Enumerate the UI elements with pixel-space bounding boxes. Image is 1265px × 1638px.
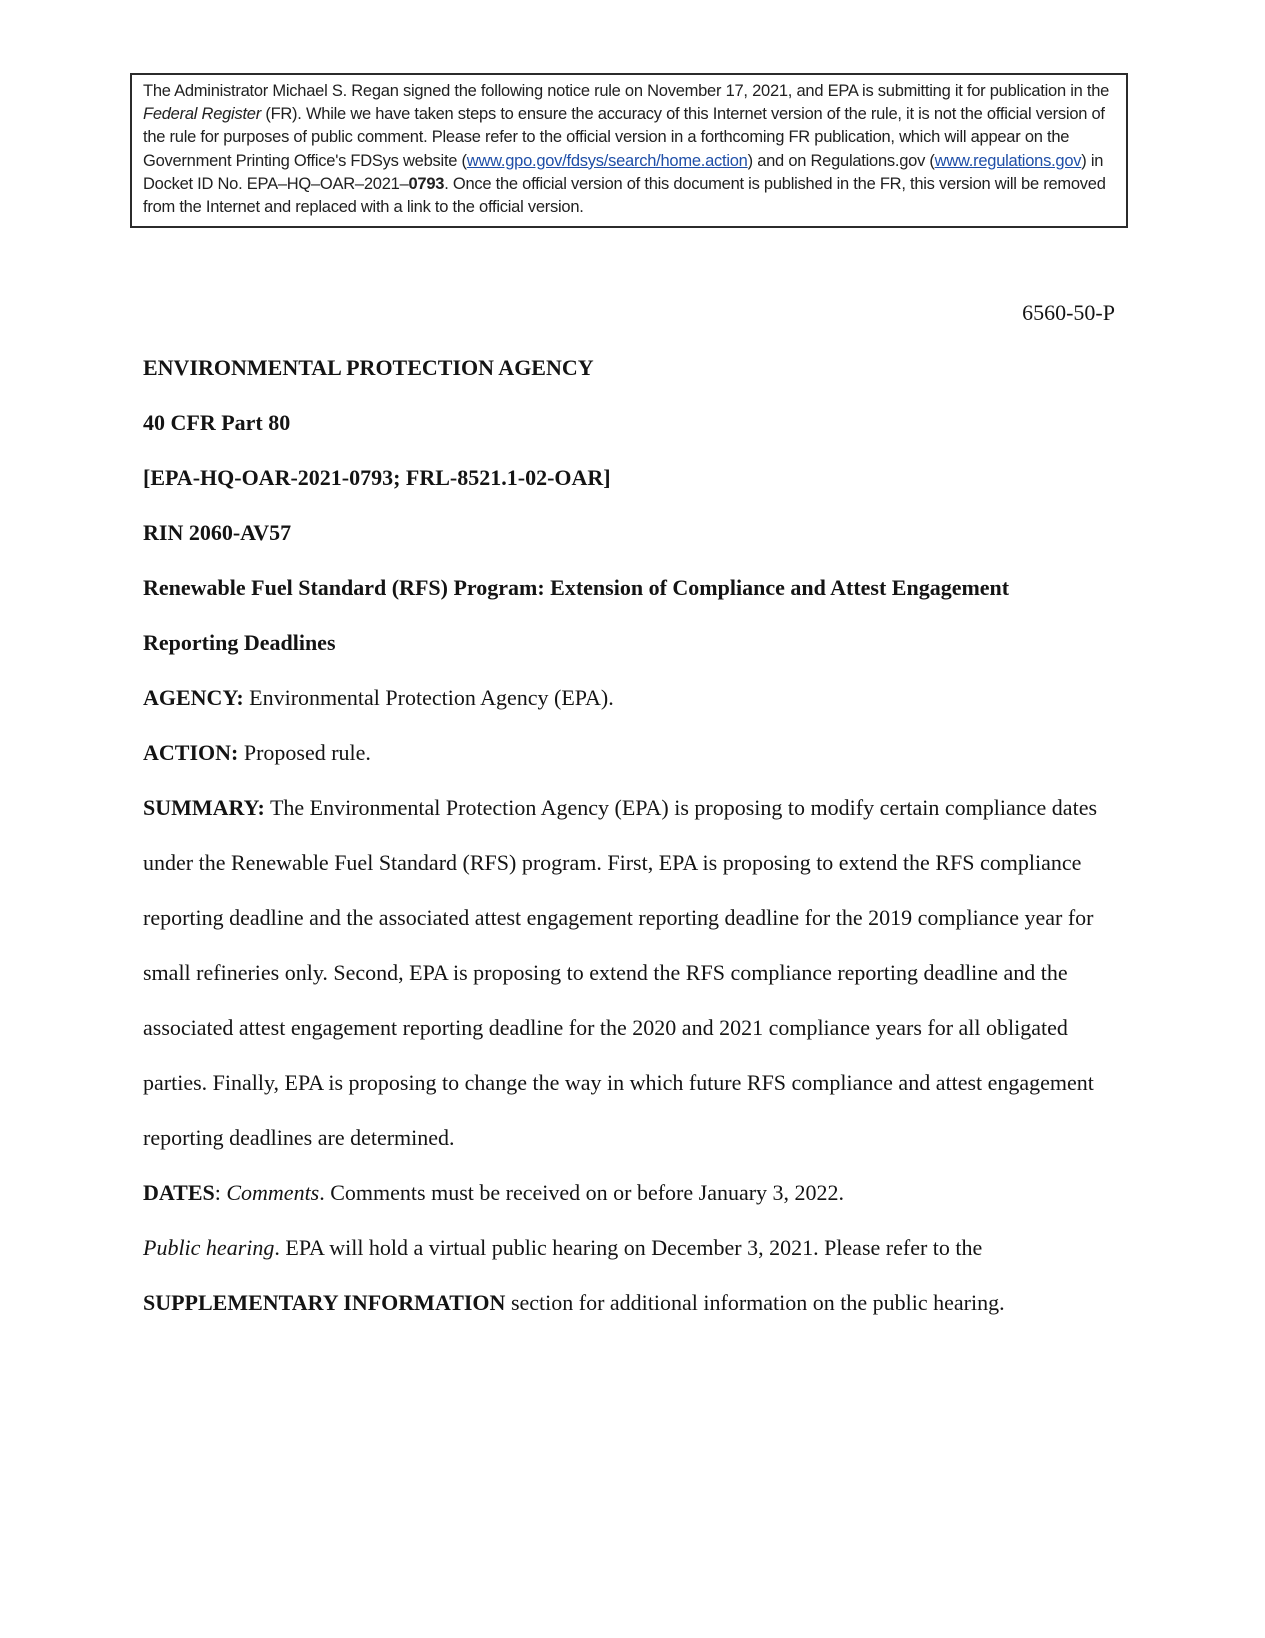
- action-label: ACTION:: [143, 740, 239, 765]
- action-text: Proposed rule.: [238, 740, 371, 765]
- supplementary-information-label: SUPPLEMENTARY INFORMATION: [143, 1290, 506, 1315]
- notice-text-run: The Administrator Michael S. Regan signed the following notice rule on November 17, 2021, and EPA is submitting it for publication in the: [143, 82, 1110, 100]
- notice-box: [130, 73, 1128, 228]
- docket-frl-line: [EPA-HQ-OAR-2021-0793; FRL-8521.1-02-OAR]: [143, 465, 611, 490]
- notice-text-run: ) in Docket ID No. EPA–HQ–OAR–2021–: [143, 151, 1104, 193]
- federal-register-italic: Federal Register: [143, 105, 261, 124]
- public-hearing-text: section for additional information on the public hearing.: [505, 1290, 1005, 1315]
- billing-filing-code: 6560-50-P: [1022, 300, 1115, 325]
- dates-colon: :: [214, 1180, 227, 1205]
- dates-label: DATES: [143, 1180, 215, 1205]
- summary-paragraph: [143, 780, 1115, 1165]
- summary-label: SUMMARY:: [143, 795, 265, 820]
- agency-heading: ENVIRONMENTAL PROTECTION AGENCY: [143, 355, 594, 380]
- public-hearing-text: . EPA will hold a virtual public hearing on December 3, 2021. Please refer to the: [274, 1235, 983, 1260]
- regulations-gov-link[interactable]: www.regulations.gov: [934, 151, 1082, 170]
- docket-number-bold: 0793: [408, 174, 445, 193]
- dates-text: . Comments must be received on or before January 3, 2022.: [319, 1180, 845, 1205]
- rin-line: RIN 2060-AV57: [143, 520, 292, 545]
- summary-text: The Environmental Protection Agency (EPA) is proposing to modify certain compliance dates under the Renewable Fuel Standard (RFS) program. First, EPA is proposing to extend the RFS compliance reporting deadline and the associated attest engagement reporting deadline for the 2019 compliance year for small refineries only. Second, EPA is proposing to extend the RFS compliance reporting deadline and the associated attest engagement reporting deadline for the 2020 and 2021 compliance years for all obligated parties. Finally, EPA is proposing to change the way in which future RFS compliance and attest engagement reporting deadlines are determined.: [143, 795, 1098, 1150]
- public-hearing-paragraph: [143, 1220, 1115, 1330]
- action-line: [143, 725, 1115, 780]
- comments-lead-italic: Comments: [226, 1180, 320, 1205]
- public-hearing-lead-italic: Public hearing: [143, 1235, 275, 1260]
- dates-paragraph: [143, 1165, 1115, 1220]
- cfr-part-line: 40 CFR Part 80: [143, 410, 291, 435]
- agency-text: Environmental Protection Agency (EPA).: [243, 685, 614, 710]
- document-title: Renewable Fuel Standard (RFS) Program: Extension of Compliance and Attest Engagement Reporting Deadlines: [143, 575, 1010, 655]
- notice-text-run: (FR). While we have taken steps to ensure the accuracy of this Internet version of the rule, it is not the official version of the rule for purposes of public comment. Please refer to the official version in a forthcoming FR publication, which will appear on the Government Printing Office's FDSys website (: [143, 105, 1105, 170]
- agency-line: [143, 670, 1115, 725]
- notice-text-run: . Once the official version of this document is published in the FR, this version will be removed from the Internet and replaced with a link to the official version.: [143, 174, 1106, 217]
- agency-label: AGENCY:: [143, 685, 244, 710]
- gpo-fdsys-link[interactable]: www.gpo.gov/fdsys/search/home.action: [466, 151, 748, 170]
- document-body: [143, 285, 1115, 1330]
- notice-text-run: ) and on Regulations.gov (: [747, 151, 935, 170]
